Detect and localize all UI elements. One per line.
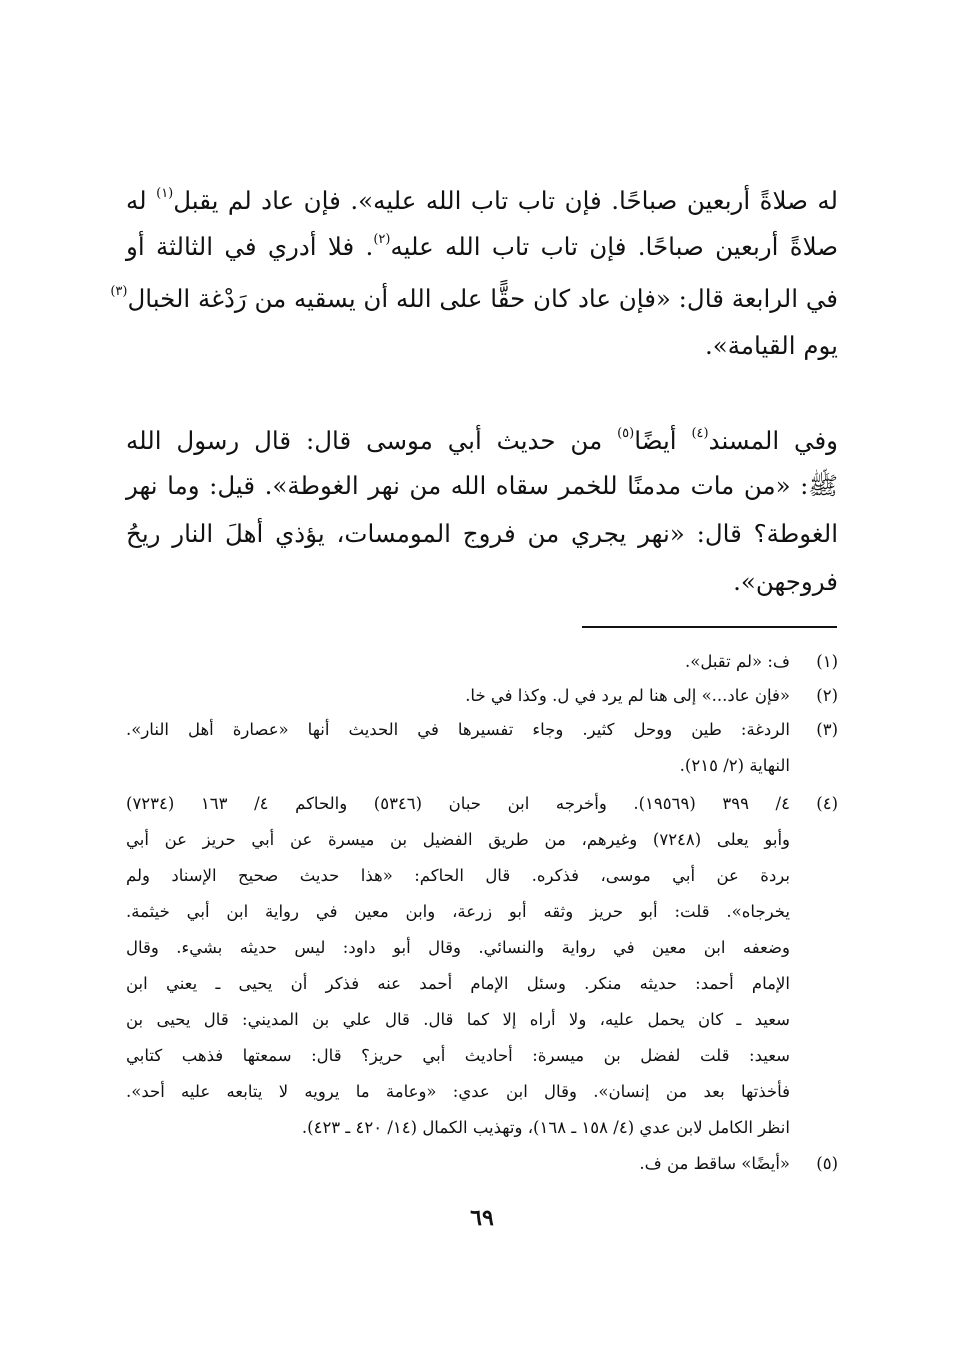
body-line-1: له صلاةً أربعين صباحًا. فإن تاب تاب الله عليه». فإن عاد لم يقبل$^{(١)}$ له <box>126 186 839 215</box>
footnote-4-cont <box>126 894 838 930</box>
footnote-text: سعيد ـ كان يحمل عليه، ولا أراه إلا كما قال. قال علي بن المديني: قال يحيى بن <box>126 1010 790 1029</box>
footnote-number: (٤) <box>816 794 838 813</box>
body-line-7: الغوطة؟ قال: «نهر يجري من فروج المومسات، يؤذي أهلَ النار ريحُ <box>126 519 838 548</box>
footnote-text: «فإن عاد...» إلى هنا لم يرد في ل. وكذا في خا. <box>465 686 790 705</box>
footnote-number: (٣) <box>816 720 838 739</box>
footnote-5 <box>126 1146 838 1182</box>
footnote-4-cont <box>126 966 838 1002</box>
footnote-1 <box>126 644 838 680</box>
body-line-8: فروجهن». <box>733 567 838 596</box>
footnote-4-cont <box>126 1038 838 1074</box>
footnote-ref-1[interactable]: (١) <box>156 186 174 201</box>
footnote-4-cont <box>126 1110 838 1146</box>
footnote-text: «أيضًا» ساقط من ف. <box>639 1154 790 1173</box>
footnote-4-cont <box>126 1074 838 1110</box>
footnote-4-cont <box>126 858 838 894</box>
footnote-separator <box>582 626 837 628</box>
body-line-5: وفي المسند$^{(٤)}$ أيضًا$^{(٥)}$ من حديث أبي موسى قال: قال رسول الله <box>126 426 839 455</box>
footnote-text: سعيد: قلت لفضل بن ميسرة: أحاديث أبي حريز؟ قال: سمعتها فذهب كتابي <box>126 1046 790 1065</box>
footnote-ref-4[interactable]: (٤) <box>691 426 709 441</box>
footnote-text: بردة عن أبي موسى، فذكره. قال الحاكم: «هذا حديث صحيح الإسناد ولم <box>126 866 790 885</box>
body-line-3: في الرابعة قال: «فإن عاد كان حقًّا على الله أن يسقيه من رَدْغة الخبال$^{(٣)}$ <box>110 284 838 313</box>
footnote-text: النهاية (٢/ ٢١٥). <box>679 756 790 775</box>
footnote-text: يخرجاه». قلت: أبو حريز وثقه أبو زرعة، وابن معين في رواية ابن أبي خيثمة. <box>126 902 790 921</box>
page-number: ٦٩ <box>470 1205 494 1231</box>
footnote-4-cont <box>126 1002 838 1038</box>
footnote-ref-3[interactable]: (٣) <box>110 284 128 299</box>
footnote-4-cont <box>126 822 838 858</box>
footnote-ref-5[interactable]: (٥) <box>617 426 635 441</box>
footnote-4-cont <box>126 930 838 966</box>
footnote-3 <box>126 712 838 748</box>
footnote-text: الردغة: طين ووحل كثير. وجاء تفسيرها في الحديث أنها «عصارة أهل النار». <box>126 720 790 739</box>
footnote-number: (٢) <box>816 686 838 705</box>
footnote-text: ف: «لم تقبل». <box>684 652 790 671</box>
body-line-6: ﷺ: «من مات مدمنًا للخمر سقاه الله من نهر الغوطة». قيل: وما نهر <box>126 471 838 500</box>
footnote-3-cont <box>126 748 838 784</box>
body-line-2: صلاةً أربعين صباحًا. فإن تاب تاب الله عليه$^{(٢)}$. فلا أدري في الثالثة أو <box>126 232 838 261</box>
footnote-number: (٥) <box>816 1154 838 1173</box>
footnote-ref-2[interactable]: (٢) <box>373 232 391 247</box>
footnote-text: انظر الكامل لابن عدي (٤/ ١٥٨ ـ ١٦٨)، وتهذيب الكمال (١٤/ ٤٢٠ ـ ٤٢٣). <box>301 1118 790 1137</box>
footnote-text: الإمام أحمد: حديثه منكر. وسئل الإمام أحمد عنه فذكر أن يحيى ـ يعني ابن <box>126 974 790 993</box>
footnote-number: (١) <box>816 652 838 671</box>
footnote-text: وضعفه ابن معين في رواية والنسائي. وقال أبو داود: ليس حديثه بشيء. وقال <box>126 938 790 957</box>
footnote-2 <box>126 678 838 714</box>
body-line-4: يوم القيامة». <box>705 331 838 360</box>
footnote-text: وأبو يعلى (٧٢٤٨) وغيرهم، من طريق الفضيل بن ميسرة عن أبي حريز عن أبي <box>126 830 790 849</box>
footnote-text: فأخذتها بعد من إنسان». وقال ابن عدي: «وعامة ما يرويه لا يتابعه عليه أحد». <box>126 1082 790 1101</box>
footnote-text: ٤/ ٣٩٩ (١٩٥٦٩). وأخرجه ابن حبان (٥٣٤٦) والحاكم ٤/ ١٦٣ (٧٢٣٤) <box>126 794 790 813</box>
footnote-4 <box>126 786 838 822</box>
